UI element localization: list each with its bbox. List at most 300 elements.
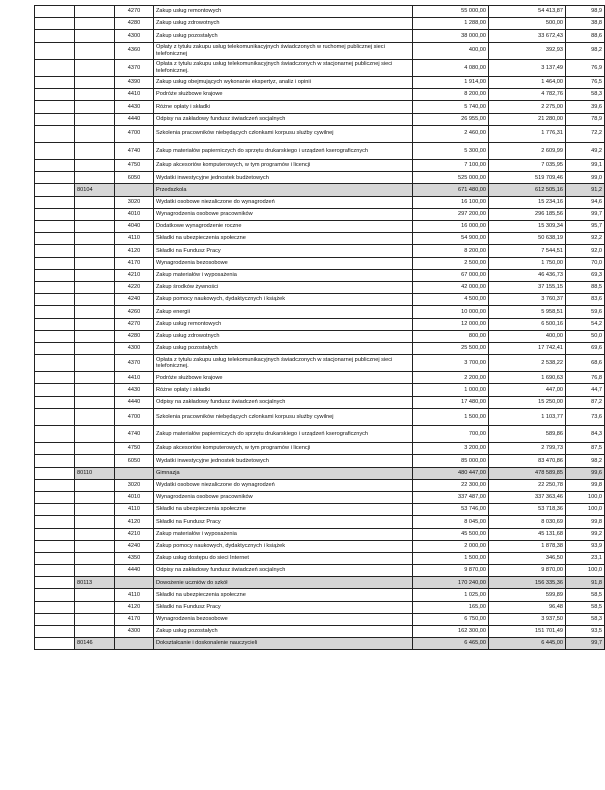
description: Wydatki osobowe niezaliczone do wynagrodzeń — [154, 196, 413, 208]
table-row — [35, 257, 605, 269]
chapter-code — [75, 455, 115, 467]
paragraph-code: 4300 — [115, 626, 154, 638]
execution-percent: 50,0 — [566, 330, 605, 342]
paragraph-code: 4170 — [115, 257, 154, 269]
table-row — [35, 221, 605, 233]
paragraph-code: 4270 — [115, 6, 154, 18]
executed-amount: 83 470,86 — [489, 455, 566, 467]
division-cell — [35, 467, 75, 479]
table-row — [35, 160, 605, 172]
division-cell — [35, 408, 75, 425]
plan-amount: 26 955,00 — [413, 113, 489, 125]
chapter-code — [75, 443, 115, 455]
executed-amount: 3 760,37 — [489, 294, 566, 306]
paragraph-code: 4110 — [115, 504, 154, 516]
description: Wydatki inwestycyjne jednostek budżetowych — [154, 455, 413, 467]
chapter-code — [75, 613, 115, 625]
paragraph-code: 4700 — [115, 408, 154, 425]
executed-amount: 6 500,16 — [489, 318, 566, 330]
execution-percent: 92,2 — [566, 233, 605, 245]
chapter-code — [75, 626, 115, 638]
description: Opłaty z tytułu zakupu usług telekomunikacyjnych świadczonych w ruchomej publicznej sieci telefonicznej — [154, 42, 413, 59]
execution-percent: 58,5 — [566, 589, 605, 601]
plan-amount: 12 000,00 — [413, 318, 489, 330]
plan-amount: 671 480,00 — [413, 184, 489, 196]
description: Zakup akcesoriów komputerowych, w tym programów i licencji — [154, 443, 413, 455]
table-row — [35, 426, 605, 443]
plan-amount: 1 025,00 — [413, 589, 489, 601]
table-row — [35, 408, 605, 425]
execution-percent: 99,8 — [566, 479, 605, 491]
plan-amount: 3 700,00 — [413, 355, 489, 372]
table-row — [35, 233, 605, 245]
execution-percent: 54,2 — [566, 318, 605, 330]
chapter-code — [75, 142, 115, 159]
paragraph-code — [115, 184, 154, 196]
division-cell — [35, 221, 75, 233]
table-row — [35, 589, 605, 601]
budget-table — [34, 5, 605, 650]
executed-amount: 1 750,00 — [489, 257, 566, 269]
paragraph-code: 4440 — [115, 113, 154, 125]
division-cell — [35, 342, 75, 354]
executed-amount: 612 505,16 — [489, 184, 566, 196]
plan-amount: 1 500,00 — [413, 552, 489, 564]
executed-amount: 2 609,99 — [489, 142, 566, 159]
execution-percent: 59,6 — [566, 306, 605, 318]
plan-amount: 53 746,00 — [413, 504, 489, 516]
paragraph-code: 6050 — [115, 172, 154, 184]
table-row — [35, 59, 605, 76]
executed-amount: 447,00 — [489, 384, 566, 396]
table-row — [35, 443, 605, 455]
description: Zakup usług remontowych — [154, 6, 413, 18]
executed-amount: 346,50 — [489, 552, 566, 564]
execution-percent: 68,6 — [566, 355, 605, 372]
executed-amount: 2 538,22 — [489, 355, 566, 372]
executed-amount: 1 103,77 — [489, 408, 566, 425]
plan-amount: 170 240,00 — [413, 577, 489, 589]
plan-amount: 67 000,00 — [413, 269, 489, 281]
chapter-code — [75, 479, 115, 491]
table-row — [35, 601, 605, 613]
description: Szkolenia pracowników niebędących członkami korpusu służby cywilnej — [154, 125, 413, 142]
description: Różne opłaty i składki — [154, 101, 413, 113]
paragraph-code: 4750 — [115, 160, 154, 172]
chapter-code — [75, 30, 115, 42]
description: Składki na Fundusz Pracy — [154, 516, 413, 528]
chapter-code — [75, 160, 115, 172]
plan-amount: 165,00 — [413, 601, 489, 613]
paragraph-code: 4040 — [115, 221, 154, 233]
table-row — [35, 306, 605, 318]
division-cell — [35, 491, 75, 503]
division-cell — [35, 172, 75, 184]
paragraph-code: 4410 — [115, 89, 154, 101]
paragraph-code: 3020 — [115, 196, 154, 208]
execution-percent: 94,6 — [566, 196, 605, 208]
plan-amount: 1 000,00 — [413, 384, 489, 396]
execution-percent: 93,9 — [566, 540, 605, 552]
description: Składki na ubezpieczenia społeczne — [154, 589, 413, 601]
plan-amount: 800,00 — [413, 330, 489, 342]
execution-percent: 99,2 — [566, 528, 605, 540]
division-cell — [35, 196, 75, 208]
plan-amount: 5 300,00 — [413, 142, 489, 159]
chapter-code — [75, 565, 115, 577]
execution-percent: 95,7 — [566, 221, 605, 233]
executed-amount: 15 234,16 — [489, 196, 566, 208]
chapter-code — [75, 281, 115, 293]
chapter-code — [75, 208, 115, 220]
description: Zakup pomocy naukowych, dydaktycznych i książek — [154, 294, 413, 306]
table-row — [35, 18, 605, 30]
chapter-code — [75, 6, 115, 18]
division-cell — [35, 318, 75, 330]
chapter-code — [75, 516, 115, 528]
table-row — [35, 269, 605, 281]
plan-amount: 45 500,00 — [413, 528, 489, 540]
description: Zakup środków żywności — [154, 281, 413, 293]
execution-percent: 99,6 — [566, 467, 605, 479]
division-cell — [35, 455, 75, 467]
division-cell — [35, 18, 75, 30]
table-row — [35, 516, 605, 528]
executed-amount: 151 701,49 — [489, 626, 566, 638]
plan-amount: 297 200,00 — [413, 208, 489, 220]
executed-amount: 15 309,34 — [489, 221, 566, 233]
executed-amount: 22 250,78 — [489, 479, 566, 491]
execution-percent: 76,8 — [566, 372, 605, 384]
execution-percent: 99,7 — [566, 638, 605, 650]
executed-amount: 37 155,15 — [489, 281, 566, 293]
paragraph-code: 3020 — [115, 479, 154, 491]
description: Wynagrodzenia bezosobowe — [154, 257, 413, 269]
table-row — [35, 330, 605, 342]
executed-amount: 599,89 — [489, 589, 566, 601]
execution-percent: 99,7 — [566, 208, 605, 220]
table-row — [35, 613, 605, 625]
division-cell — [35, 42, 75, 59]
chapter-code — [75, 372, 115, 384]
executed-amount: 7 035,95 — [489, 160, 566, 172]
division-cell — [35, 101, 75, 113]
chapter-code — [75, 172, 115, 184]
execution-percent: 91,8 — [566, 577, 605, 589]
executed-amount: 8 030,69 — [489, 516, 566, 528]
division-cell — [35, 372, 75, 384]
table-row — [35, 172, 605, 184]
plan-amount: 17 480,00 — [413, 396, 489, 408]
table-row — [35, 318, 605, 330]
table-row — [35, 6, 605, 18]
chapter-code: 80146 — [75, 638, 115, 650]
paragraph-code: 4210 — [115, 528, 154, 540]
table-row — [35, 196, 605, 208]
description: Zakup materiałów papierniczych do sprzętu drukarskiego i urządzeń kserograficznych — [154, 142, 413, 159]
chapter-code — [75, 306, 115, 318]
table-row — [35, 372, 605, 384]
paragraph-code: 4010 — [115, 491, 154, 503]
description: Różne opłaty i składki — [154, 384, 413, 396]
budget-table-body — [35, 6, 605, 650]
execution-percent: 100,0 — [566, 504, 605, 516]
paragraph-code: 4240 — [115, 540, 154, 552]
plan-amount: 6 750,00 — [413, 613, 489, 625]
executed-amount: 1 690,63 — [489, 372, 566, 384]
paragraph-code — [115, 638, 154, 650]
execution-percent: 83,6 — [566, 294, 605, 306]
chapter-code — [75, 125, 115, 142]
division-cell — [35, 142, 75, 159]
chapter-code — [75, 384, 115, 396]
executed-amount: 4 782,76 — [489, 89, 566, 101]
chapter-code — [75, 76, 115, 88]
plan-amount: 337 487,00 — [413, 491, 489, 503]
division-cell — [35, 426, 75, 443]
description: Zakup pomocy naukowych, dydaktycznych i książek — [154, 540, 413, 552]
execution-percent: 92,0 — [566, 245, 605, 257]
division-cell — [35, 257, 75, 269]
division-cell — [35, 125, 75, 142]
plan-amount: 55 000,00 — [413, 6, 489, 18]
description: Zakup materiałów i wyposażenia — [154, 528, 413, 540]
division-cell — [35, 638, 75, 650]
plan-amount: 700,00 — [413, 426, 489, 443]
paragraph-code: 4120 — [115, 601, 154, 613]
table-row — [35, 384, 605, 396]
chapter-code — [75, 318, 115, 330]
executed-amount: 2 799,73 — [489, 443, 566, 455]
description: Odpisy na zakładowy fundusz świadczeń socjalnych — [154, 396, 413, 408]
chapter-code — [75, 540, 115, 552]
description: Zakup usług obejmujących wykonanie ekspertyz, analiz i opinii — [154, 76, 413, 88]
table-row — [35, 142, 605, 159]
plan-amount: 3 200,00 — [413, 443, 489, 455]
executed-amount: 6 445,00 — [489, 638, 566, 650]
plan-amount: 10 000,00 — [413, 306, 489, 318]
description: Podróże służbowe krajowe — [154, 89, 413, 101]
description: Składki na Fundusz Pracy — [154, 601, 413, 613]
execution-percent: 78,9 — [566, 113, 605, 125]
chapter-code: 80113 — [75, 577, 115, 589]
paragraph-code: 4370 — [115, 355, 154, 372]
section-row — [35, 638, 605, 650]
table-row — [35, 528, 605, 540]
description: Przedszkola — [154, 184, 413, 196]
table-row — [35, 42, 605, 59]
execution-percent: 39,6 — [566, 101, 605, 113]
division-cell — [35, 76, 75, 88]
plan-amount: 525 000,00 — [413, 172, 489, 184]
plan-amount: 2 200,00 — [413, 372, 489, 384]
execution-percent: 93,5 — [566, 626, 605, 638]
chapter-code — [75, 491, 115, 503]
execution-percent: 38,8 — [566, 18, 605, 30]
division-cell — [35, 355, 75, 372]
chapter-code — [75, 408, 115, 425]
division-cell — [35, 306, 75, 318]
executed-amount: 478 589,85 — [489, 467, 566, 479]
description: Odpisy na zakładowy fundusz świadczeń socjalnych — [154, 113, 413, 125]
chapter-code — [75, 294, 115, 306]
description: Szkolenia pracowników niebędących członkami korpusu służby cywilnej — [154, 408, 413, 425]
paragraph-code: 4240 — [115, 294, 154, 306]
paragraph-code: 4390 — [115, 76, 154, 88]
table-row — [35, 455, 605, 467]
chapter-code — [75, 245, 115, 257]
paragraph-code: 4430 — [115, 101, 154, 113]
table-row — [35, 552, 605, 564]
paragraph-code: 4260 — [115, 306, 154, 318]
paragraph-code: 4280 — [115, 330, 154, 342]
paragraph-code: 4700 — [115, 125, 154, 142]
plan-amount: 480 447,00 — [413, 467, 489, 479]
chapter-code — [75, 257, 115, 269]
table-row — [35, 125, 605, 142]
executed-amount: 54 413,87 — [489, 6, 566, 18]
chapter-code — [75, 89, 115, 101]
chapter-code — [75, 330, 115, 342]
executed-amount: 1 878,38 — [489, 540, 566, 552]
plan-amount: 42 000,00 — [413, 281, 489, 293]
division-cell — [35, 245, 75, 257]
paragraph-code: 4270 — [115, 318, 154, 330]
paragraph-code: 4220 — [115, 281, 154, 293]
table-row — [35, 245, 605, 257]
executed-amount: 50 638,19 — [489, 233, 566, 245]
chapter-code — [75, 233, 115, 245]
description: Zakup usług zdrowotnych — [154, 330, 413, 342]
executed-amount: 9 870,00 — [489, 565, 566, 577]
section-row — [35, 184, 605, 196]
division-cell — [35, 565, 75, 577]
chapter-code — [75, 601, 115, 613]
execution-percent: 100,0 — [566, 491, 605, 503]
table-row — [35, 113, 605, 125]
plan-amount: 2 460,00 — [413, 125, 489, 142]
executed-amount: 3 137,49 — [489, 59, 566, 76]
division-cell — [35, 443, 75, 455]
plan-amount: 1 914,00 — [413, 76, 489, 88]
division-cell — [35, 552, 75, 564]
executed-amount: 7 544,51 — [489, 245, 566, 257]
chapter-code — [75, 528, 115, 540]
executed-amount: 46 436,73 — [489, 269, 566, 281]
description: Zakup usług pozostałych — [154, 30, 413, 42]
execution-percent: 76,5 — [566, 76, 605, 88]
paragraph-code: 4120 — [115, 516, 154, 528]
chapter-code — [75, 18, 115, 30]
chapter-code — [75, 113, 115, 125]
plan-amount: 54 900,00 — [413, 233, 489, 245]
chapter-code — [75, 221, 115, 233]
plan-amount: 22 300,00 — [413, 479, 489, 491]
plan-amount: 16 000,00 — [413, 221, 489, 233]
paragraph-code: 4120 — [115, 245, 154, 257]
plan-amount: 1 288,00 — [413, 18, 489, 30]
table-row — [35, 76, 605, 88]
description: Zakup materiałów i wyposażenia — [154, 269, 413, 281]
description: Zakup materiałów papierniczych do sprzętu drukarskiego i urządzeń kserograficznych — [154, 426, 413, 443]
chapter-code — [75, 101, 115, 113]
plan-amount: 4 080,00 — [413, 59, 489, 76]
division-cell — [35, 160, 75, 172]
paragraph-code: 4440 — [115, 565, 154, 577]
plan-amount: 8 045,00 — [413, 516, 489, 528]
division-cell — [35, 540, 75, 552]
executed-amount: 519 709,46 — [489, 172, 566, 184]
plan-amount: 16 100,00 — [413, 196, 489, 208]
plan-amount: 6 465,00 — [413, 638, 489, 650]
table-row — [35, 281, 605, 293]
executed-amount: 337 363,46 — [489, 491, 566, 503]
chapter-code — [75, 342, 115, 354]
plan-amount: 25 500,00 — [413, 342, 489, 354]
paragraph-code: 4410 — [115, 372, 154, 384]
division-cell — [35, 577, 75, 589]
plan-amount: 7 100,00 — [413, 160, 489, 172]
execution-percent: 23,1 — [566, 552, 605, 564]
paragraph-code: 4740 — [115, 142, 154, 159]
paragraph-code: 4010 — [115, 208, 154, 220]
description: Gimnazja — [154, 467, 413, 479]
description: Dokształcanie i doskonalenie nauczycieli — [154, 638, 413, 650]
execution-percent: 98,9 — [566, 6, 605, 18]
division-cell — [35, 208, 75, 220]
plan-amount: 38 000,00 — [413, 30, 489, 42]
description: Składki na Fundusz Pracy — [154, 245, 413, 257]
executed-amount: 296 185,56 — [489, 208, 566, 220]
chapter-code: 80110 — [75, 467, 115, 479]
execution-percent: 87,2 — [566, 396, 605, 408]
chapter-code — [75, 396, 115, 408]
description: Składki na ubezpieczenia społeczne — [154, 233, 413, 245]
description: Wynagrodzenia osobowe pracowników — [154, 491, 413, 503]
division-cell — [35, 528, 75, 540]
execution-percent: 99,0 — [566, 172, 605, 184]
division-cell — [35, 626, 75, 638]
execution-percent: 98,2 — [566, 42, 605, 59]
table-row — [35, 479, 605, 491]
paragraph-code: 4360 — [115, 42, 154, 59]
execution-percent: 69,6 — [566, 342, 605, 354]
executed-amount: 5 958,51 — [489, 306, 566, 318]
plan-amount: 5 740,00 — [413, 101, 489, 113]
paragraph-code: 4740 — [115, 426, 154, 443]
plan-amount: 9 870,00 — [413, 565, 489, 577]
execution-percent: 72,2 — [566, 125, 605, 142]
executed-amount: 500,00 — [489, 18, 566, 30]
plan-amount: 4 500,00 — [413, 294, 489, 306]
paragraph-code: 4110 — [115, 589, 154, 601]
description: Zakup energii — [154, 306, 413, 318]
paragraph-code: 4210 — [115, 269, 154, 281]
executed-amount: 589,86 — [489, 426, 566, 443]
description: Podróże służbowe krajowe — [154, 372, 413, 384]
division-cell — [35, 113, 75, 125]
executed-amount: 1 776,31 — [489, 125, 566, 142]
description: Wynagrodzenia bezosobowe — [154, 613, 413, 625]
plan-amount: 400,00 — [413, 42, 489, 59]
execution-percent: 84,3 — [566, 426, 605, 443]
chapter-code — [75, 196, 115, 208]
division-cell — [35, 269, 75, 281]
division-cell — [35, 30, 75, 42]
chapter-code — [75, 42, 115, 59]
execution-percent: 58,5 — [566, 601, 605, 613]
paragraph-code: 4280 — [115, 18, 154, 30]
